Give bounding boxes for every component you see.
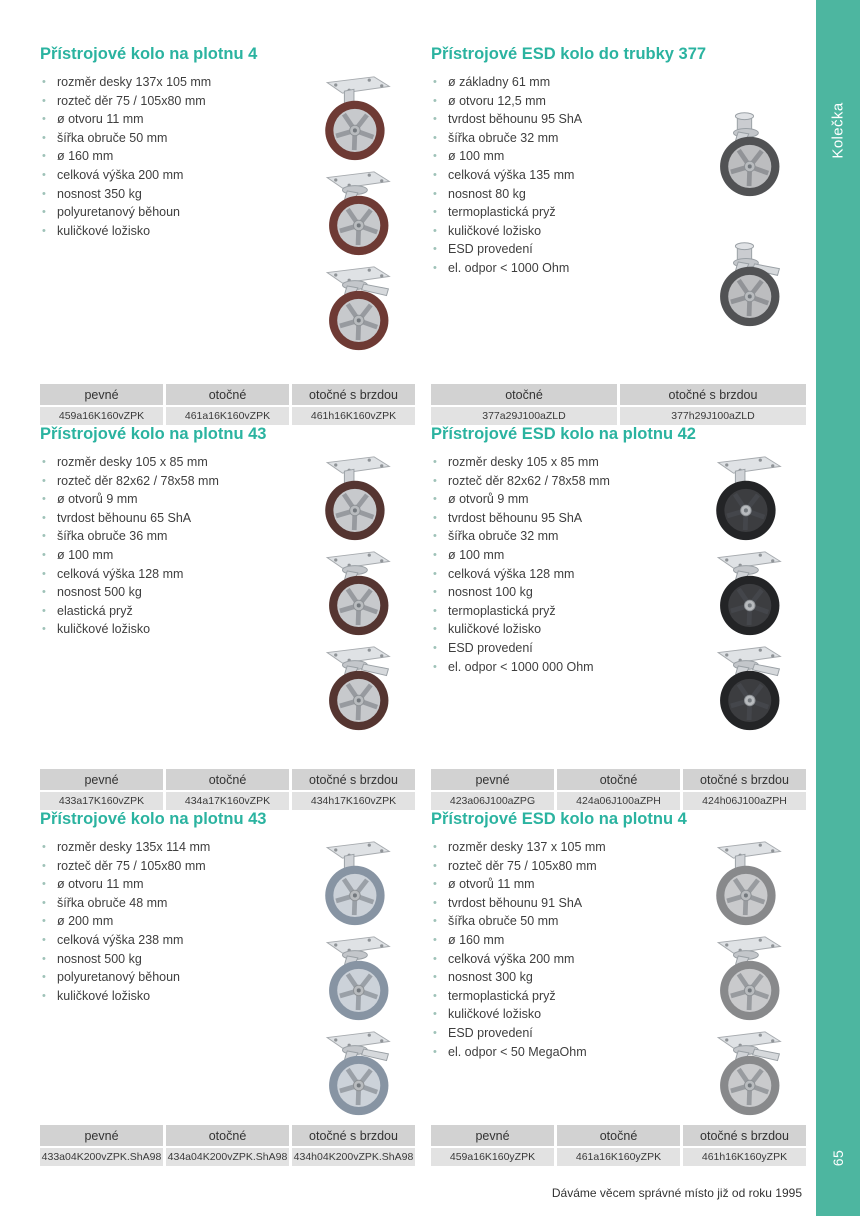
product-code-cell: 434a17K160vZPK	[166, 792, 289, 810]
spec-item: • šířka obruče 50 mm	[40, 129, 291, 148]
product-title: Přístrojové kolo na plotnu 43	[40, 425, 267, 443]
caster-fixed-plate-icon	[301, 73, 405, 163]
product-images	[682, 453, 806, 769]
spec-item: • celková výška 238 mm	[40, 931, 291, 950]
spec-item: • rozteč děr 75 / 105x80 mm	[40, 92, 291, 111]
product-section	[40, 810, 415, 1166]
product-title: Přístrojové kolo na plotnu 4	[40, 45, 258, 63]
caster-swivel-brake-plate-icon	[692, 643, 796, 733]
product-code-cell: 459a16K160vZPK	[40, 407, 163, 425]
table-value-row	[431, 792, 806, 810]
spec-item: • ø otvorů 9 mm	[40, 490, 291, 509]
spec-list	[431, 453, 682, 769]
product-grid	[40, 45, 806, 1166]
table-value-row	[431, 407, 806, 425]
table-header-row	[431, 769, 806, 790]
spec-item: • el. odpor < 1000 Ohm	[431, 259, 682, 278]
caster-swivel-brake-plate-icon	[301, 643, 405, 733]
spec-item: • ESD provedení	[431, 240, 682, 259]
product-code-cell: 434h17K160vZPK	[292, 792, 415, 810]
category-label	[816, 88, 860, 172]
spec-item: • rozměr desky 137 x 105 mm	[431, 838, 682, 857]
product-code-cell: 433a17K160vZPK	[40, 792, 163, 810]
spec-item: • tvrdost běhounu 95 ShA	[431, 110, 682, 129]
spec-item: • polyuretanový běhoun	[40, 968, 291, 987]
product-body	[40, 453, 415, 769]
product-section	[40, 425, 415, 810]
table-header-cell: otočné s brzdou	[292, 769, 415, 790]
table-value-row	[40, 792, 415, 810]
footer-slogan: Dáváme věcem správné místo již od roku 1995	[551, 1186, 802, 1200]
table-header-row	[40, 1125, 415, 1146]
spec-item: • šířka obruče 32 mm	[431, 527, 682, 546]
caster-swivel-plate-icon	[692, 933, 796, 1023]
product-code-cell: 461a16K160yZPK	[557, 1148, 680, 1166]
product-body	[40, 838, 415, 1125]
table-header-cell: otočné	[166, 1125, 289, 1146]
spec-item: • el. odpor < 50 MegaOhm	[431, 1043, 682, 1062]
spec-item: • rozměr desky 135x 114 mm	[40, 838, 291, 857]
spec-item: • šířka obruče 50 mm	[431, 912, 682, 931]
table-value-row	[40, 1148, 415, 1166]
spec-item: • kuličkové ložisko	[431, 1005, 682, 1024]
table-header-cell: otočné	[557, 1125, 680, 1146]
product-code-cell: 461h16K160vZPK	[292, 407, 415, 425]
product-code-cell: 461h16K160yZPK	[683, 1148, 806, 1166]
spec-item: • celková výška 200 mm	[40, 166, 291, 185]
category-side-tab	[816, 0, 860, 1216]
spec-item: • šířka obruče 36 mm	[40, 527, 291, 546]
spec-item: • celková výška 128 mm	[431, 565, 682, 584]
table-value-row	[431, 1148, 806, 1166]
product-code-cell: 424h06J100aZPH	[683, 792, 806, 810]
product-section	[431, 810, 806, 1166]
caster-swivel-plate-icon	[692, 548, 796, 638]
spec-item: • kuličkové ložisko	[40, 987, 291, 1006]
spec-item: • nosnost 300 kg	[431, 968, 682, 987]
product-title: Přístrojové ESD kolo na plotnu 4	[431, 810, 687, 828]
page-number-text: 65	[830, 1149, 846, 1167]
spec-item: • šířka obruče 32 mm	[431, 129, 682, 148]
table-header-cell: pevné	[40, 384, 163, 405]
table-header-row	[40, 769, 415, 790]
spec-item: • rozteč děr 75 / 105x80 mm	[431, 857, 682, 876]
spec-item: • termoplastická pryž	[431, 987, 682, 1006]
spec-list	[431, 838, 682, 1125]
product-code-cell: 434a04K200vZPK.ShA98	[166, 1148, 289, 1166]
product-body	[431, 838, 806, 1125]
table-header-cell: otočné	[166, 769, 289, 790]
spec-item: • ø 200 mm	[40, 912, 291, 931]
spec-item: • rozměr desky 137x 105 mm	[40, 73, 291, 92]
spec-item: • ESD provedení	[431, 1024, 682, 1043]
table-header-cell: otočné	[431, 384, 617, 405]
table-header-cell: otočné s brzdou	[683, 769, 806, 790]
spec-item: • ø 100 mm	[431, 546, 682, 565]
spec-item: • tvrdost běhounu 91 ShA	[431, 894, 682, 913]
spec-item: • tvrdost běhounu 95 ShA	[431, 509, 682, 528]
spec-item: • ø 100 mm	[431, 147, 682, 166]
product-images	[291, 838, 415, 1125]
spec-item: • ø otvorů 9 mm	[431, 490, 682, 509]
spec-item: • rozteč děr 75 / 105x80 mm	[40, 857, 291, 876]
product-section	[40, 45, 415, 425]
table-header-cell: pevné	[40, 769, 163, 790]
product-code-cell: 434h04K200vZPK.ShA98	[292, 1148, 415, 1166]
spec-item: • kuličkové ložisko	[431, 620, 682, 639]
table-header-cell: otočné s brzdou	[292, 1125, 415, 1146]
caster-fixed-plate-icon	[301, 838, 405, 928]
product-images	[291, 453, 415, 769]
spec-item: • polyuretanový běhoun	[40, 203, 291, 222]
spec-item: • nosnost 500 kg	[40, 583, 291, 602]
spec-item: • kuličkové ložisko	[40, 620, 291, 639]
product-section	[431, 425, 806, 810]
spec-item: • ø otvoru 11 mm	[40, 110, 291, 129]
spec-item: • ø 160 mm	[431, 931, 682, 950]
product-code-cell: 424a06J100aZPH	[557, 792, 680, 810]
caster-swivel-plate-icon	[301, 548, 405, 638]
spec-list	[40, 73, 291, 384]
spec-list	[40, 838, 291, 1125]
caster-swivel-brake-bolt-icon	[692, 239, 796, 329]
spec-item: • termoplastická pryž	[431, 203, 682, 222]
spec-item: • nosnost 80 kg	[431, 185, 682, 204]
spec-item: • ø 100 mm	[40, 546, 291, 565]
spec-item: • nosnost 500 kg	[40, 950, 291, 969]
table-header-row	[431, 1125, 806, 1146]
spec-item: • elastická pryž	[40, 602, 291, 621]
spec-item: • ø základny 61 mm	[431, 73, 682, 92]
caster-swivel-brake-plate-icon	[692, 1028, 796, 1118]
product-images	[291, 73, 415, 384]
variant-table	[40, 769, 415, 810]
product-body	[40, 73, 415, 384]
product-images	[682, 73, 806, 384]
table-header-cell: otočné	[166, 384, 289, 405]
spec-item: • rozteč děr 82x62 / 78x58 mm	[431, 472, 682, 491]
caster-swivel-plate-icon	[301, 933, 405, 1023]
caster-fixed-plate-icon	[692, 453, 796, 543]
variant-table	[40, 384, 415, 425]
caster-swivel-bolt-icon	[692, 109, 796, 199]
product-code-cell: 423a06J100aZPG	[431, 792, 554, 810]
product-code-cell: 433a04K200vZPK.ShA98	[40, 1148, 163, 1166]
table-header-cell: pevné	[431, 1125, 554, 1146]
product-code-cell: 459a16K160yZPK	[431, 1148, 554, 1166]
product-body	[431, 73, 806, 384]
spec-item: • ESD provedení	[431, 639, 682, 658]
product-body	[431, 453, 806, 769]
spec-item: • celková výška 135 mm	[431, 166, 682, 185]
caster-fixed-plate-icon	[692, 838, 796, 928]
spec-list	[40, 453, 291, 769]
spec-item: • ø 160 mm	[40, 147, 291, 166]
spec-list	[431, 73, 682, 384]
table-header-cell: otočné	[557, 769, 680, 790]
variant-table	[431, 384, 806, 425]
table-header-cell: otočné s brzdou	[620, 384, 806, 405]
table-value-row	[40, 407, 415, 425]
spec-item: • ø otvorů 11 mm	[431, 875, 682, 894]
caster-swivel-plate-icon	[301, 168, 405, 258]
category-label-text: Kolečka	[829, 101, 847, 159]
variant-table	[40, 1125, 415, 1166]
caster-fixed-plate-icon	[301, 453, 405, 543]
spec-item: • celková výška 200 mm	[431, 950, 682, 969]
table-header-row	[431, 384, 806, 405]
spec-item: • termoplastická pryž	[431, 602, 682, 621]
spec-item: • šířka obruče 48 mm	[40, 894, 291, 913]
spec-item: • el. odpor < 1000 000 Ohm	[431, 658, 682, 677]
table-header-cell: otočné s brzdou	[683, 1125, 806, 1146]
product-code-cell: 377h29J100aZLD	[620, 407, 806, 425]
product-title: Přístrojové ESD kolo na plotnu 42	[431, 425, 696, 443]
spec-item: • nosnost 100 kg	[431, 583, 682, 602]
spec-item: • celková výška 128 mm	[40, 565, 291, 584]
variant-table	[431, 769, 806, 810]
spec-item: • kuličkové ložisko	[40, 222, 291, 241]
table-header-cell: pevné	[40, 1125, 163, 1146]
product-title: Přístrojové kolo na plotnu 43	[40, 810, 267, 828]
table-header-row	[40, 384, 415, 405]
product-title: Přístrojové ESD kolo do trubky 377	[431, 45, 707, 63]
spec-item: • ø otvoru 11 mm	[40, 875, 291, 894]
spec-item: • rozměr desky 105 x 85 mm	[431, 453, 682, 472]
spec-item: • ø otvoru 12,5 mm	[431, 92, 682, 111]
product-images	[682, 838, 806, 1125]
product-section	[431, 45, 806, 425]
product-code-cell: 377a29J100aZLD	[431, 407, 617, 425]
spec-item: • tvrdost běhounu 65 ShA	[40, 509, 291, 528]
spec-item: • rozteč děr 82x62 / 78x58 mm	[40, 472, 291, 491]
variant-table	[431, 1125, 806, 1166]
page-number	[816, 1126, 860, 1190]
spec-item: • kuličkové ložisko	[431, 222, 682, 241]
spec-item: • nosnost 350 kg	[40, 185, 291, 204]
spec-item: • rozměr desky 105 x 85 mm	[40, 453, 291, 472]
table-header-cell: pevné	[431, 769, 554, 790]
product-code-cell: 461a16K160vZPK	[166, 407, 289, 425]
table-header-cell: otočné s brzdou	[292, 384, 415, 405]
caster-swivel-brake-plate-icon	[301, 263, 405, 353]
caster-swivel-brake-plate-icon	[301, 1028, 405, 1118]
